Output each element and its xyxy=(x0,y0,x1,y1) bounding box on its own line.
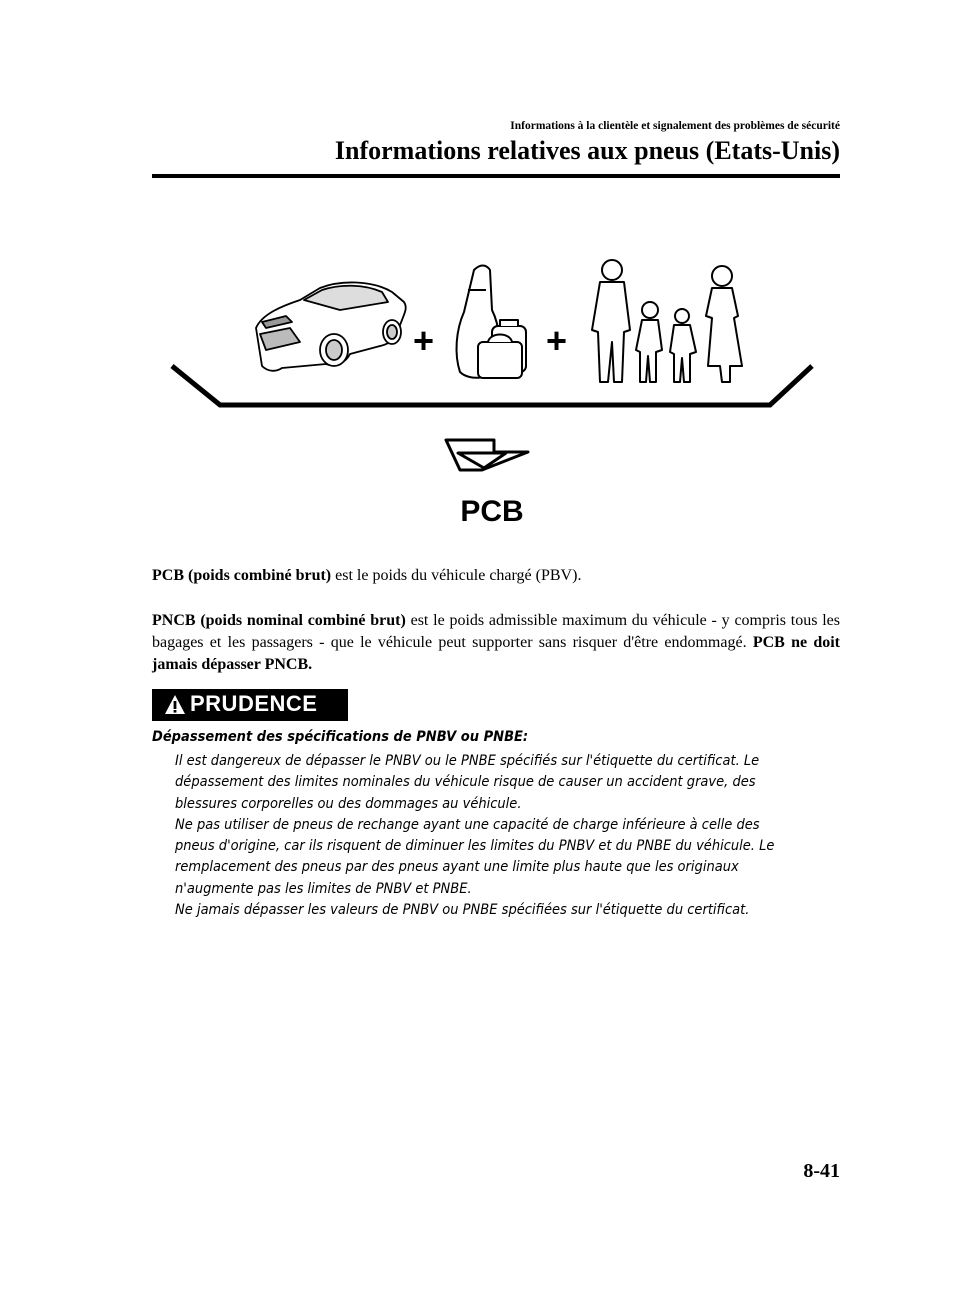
pncb-definition xyxy=(152,610,840,676)
warning-label: PRUDENCE xyxy=(190,691,318,716)
plus-sign-1: + xyxy=(413,320,435,361)
luggage-icon xyxy=(457,266,526,379)
warning-paragraph: Ne pas utiliser de pneus de rechange ayant une capacité de charge inférieure à celle des pneus d'origine, car ils risquent de diminuer les limites du PNBV et du PNBE du véhicule. Le remplacement des pneus par des pneus ayant une limite plus haute que les originaux n'augmente pas les limites de PNBV et PNBE. xyxy=(175,816,775,897)
pcb-term: PCB (poids combiné brut) xyxy=(152,567,332,584)
header-rule xyxy=(152,174,840,178)
warning-body xyxy=(175,751,787,921)
plus-sign-2: + xyxy=(546,320,568,361)
pcb-label: PCB xyxy=(460,495,524,528)
pcb-illustration xyxy=(0,250,960,540)
pncb-rule: PCB ne doit jamais dépasser PNCB. xyxy=(152,634,840,673)
car-icon xyxy=(256,282,406,370)
section-heading: Informations à la clientèle et signalement des problèmes de sécurité xyxy=(510,120,840,132)
warning-paragraph: Ne jamais dépasser les valeurs de PNBV ou PNBE spécifiées sur l'étiquette du certificat. xyxy=(175,902,750,919)
pncb-text: est le poids admissible maximum du véhicule - y compris tous les bagages et les passagers - que le véhicule peut supporter sans risquer d'être endommagé. xyxy=(152,612,840,651)
warning-icon xyxy=(164,694,186,716)
page-number: 8-41 xyxy=(803,1160,840,1182)
pncb-term: PNCB (poids nominal combiné brut) xyxy=(152,612,406,629)
warning-badge xyxy=(152,689,348,721)
pcb-definition xyxy=(152,565,840,587)
pcb-text: est le poids du véhicule chargé (PBV). xyxy=(331,567,582,584)
warning-title: Dépassement des spécifications de PNBV ou PNBE: xyxy=(152,729,529,745)
family-icon xyxy=(592,260,742,382)
page-title: Informations relatives aux pneus (Etats-Unis) xyxy=(334,136,840,165)
warning-paragraph: Il est dangereux de dépasser le PNBV ou le PNBE spécifiés sur l'étiquette du certificat. Le dépassement des limites nominales du véhicule risque de causer un accident grave, des blessures corporelles ou des dommages au véhicule. xyxy=(175,753,760,812)
